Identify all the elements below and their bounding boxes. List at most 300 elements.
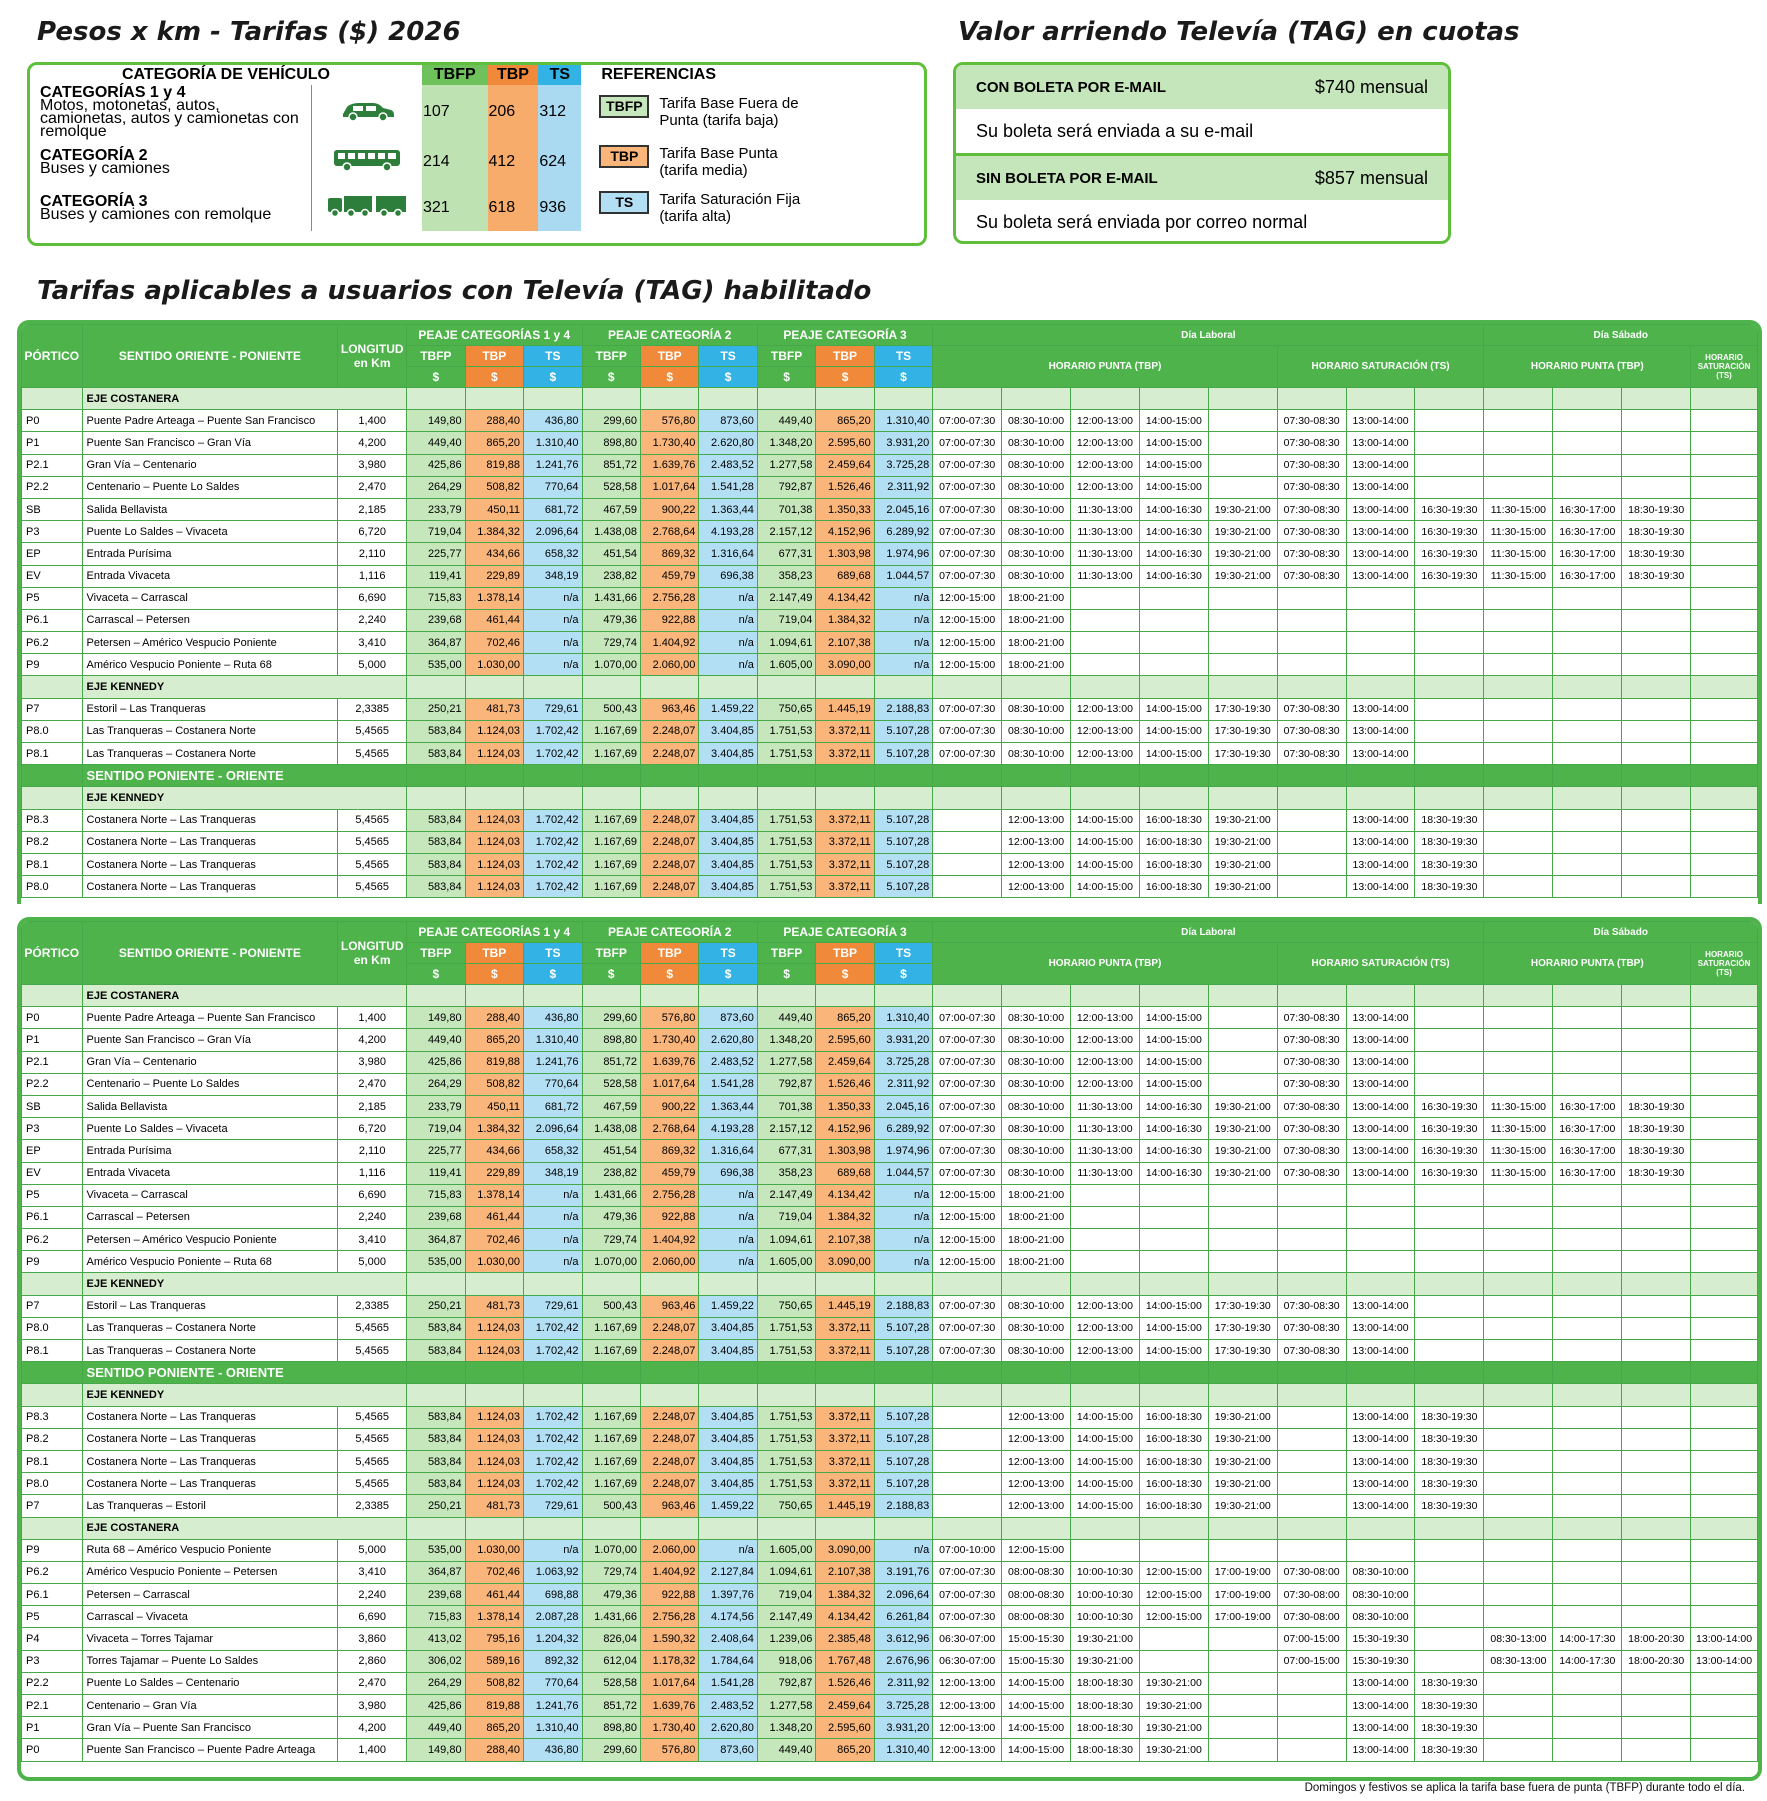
schedule-cell: 14:00-15:00 (1139, 698, 1208, 720)
schedule-cell: 13:00-14:00 (1346, 809, 1415, 831)
schedule-cell (1139, 632, 1208, 654)
schedule-cell: 19:30-21:00 (1208, 876, 1277, 898)
tariff-value: 3.404,85 (699, 720, 757, 742)
schedule-cell: 19:30-21:00 (1208, 831, 1277, 853)
vehicle-header-tbfp: TBFP (422, 65, 488, 85)
schedule-cell: 08:30-10:00 (1002, 1118, 1071, 1140)
route-length: 3,980 (338, 1051, 407, 1073)
schedule-cell (1484, 1695, 1553, 1717)
portico-code: SB (22, 1095, 83, 1117)
schedule-cell: 13:00-14:00 (1346, 476, 1415, 498)
tariff-value: 149,80 (407, 1007, 465, 1029)
schedule-cell (1691, 1428, 1758, 1450)
schedule-cell (1622, 432, 1691, 454)
section-filler (699, 388, 757, 410)
schedule-cell: 14:00-17:30 (1553, 1650, 1622, 1672)
tariff-value: 2.595,60 (816, 432, 874, 454)
tariff-value: 225,77 (407, 1140, 465, 1162)
schedule-cell: 16:00-18:30 (1139, 1450, 1208, 1472)
tariff-value: 1.124,03 (465, 1428, 523, 1450)
section-filler (1277, 1517, 1346, 1539)
section-filler (816, 985, 874, 1007)
schedule-cell: 18:00-18:30 (1071, 1739, 1140, 1761)
schedule-cell (1415, 720, 1484, 742)
tariff-value: 3.404,85 (699, 1473, 757, 1495)
schedule-cell: 17:30-19:30 (1208, 1295, 1277, 1317)
portico-code: P5 (22, 1184, 83, 1206)
tariff-value: 434,66 (465, 543, 523, 565)
tariff-value: 149,80 (407, 410, 465, 432)
schedule-cell: 16:00-18:30 (1139, 831, 1208, 853)
tariff-value: 3.931,20 (874, 1029, 932, 1051)
tariff-value: 702,46 (465, 1561, 523, 1583)
tariff-value: 500,43 (582, 1295, 640, 1317)
section-filler (1553, 1384, 1622, 1406)
tariff-value: 2.107,38 (816, 1229, 874, 1251)
section-filler (1002, 676, 1071, 698)
portico-code: P0 (22, 1007, 83, 1029)
section-filler (524, 1517, 582, 1539)
schedule-cell: 13:00-14:00 (1346, 1007, 1415, 1029)
schedule-cell: 13:00-14:00 (1346, 1450, 1415, 1472)
section-filler (699, 1517, 757, 1539)
section-filler (407, 1362, 465, 1384)
schedule-cell (1622, 853, 1691, 875)
vehicle-ts-value: 624 (538, 139, 581, 185)
schedule-cell: 07:30-08:30 (1277, 698, 1346, 720)
schedule-cell: 12:00-15:00 (1002, 1539, 1071, 1561)
tariff-value: 1.767,48 (816, 1650, 874, 1672)
schedule-cell (1553, 632, 1622, 654)
schedule-cell (1277, 1495, 1346, 1517)
schedule-cell (1622, 1450, 1691, 1472)
vehicle-header-category: CATEGORÍA DE VEHÍCULO (121, 66, 330, 83)
section-filler (874, 1362, 932, 1384)
table-row (22, 410, 1758, 432)
route-length: 5,4565 (338, 720, 407, 742)
schedule-cell (1622, 698, 1691, 720)
schedule-cell: 11:30-15:00 (1484, 1162, 1553, 1184)
schedule-cell (1277, 831, 1346, 853)
tariff-value: 873,60 (699, 410, 757, 432)
schedule-cell (1622, 1073, 1691, 1095)
portico-code: P0 (22, 410, 83, 432)
tariff-value: 348,19 (524, 565, 582, 587)
schedule-cell: 13:00-14:00 (1346, 1473, 1415, 1495)
tariff-value: 449,40 (407, 432, 465, 454)
section-filler (1415, 1517, 1484, 1539)
section-filler (816, 765, 874, 787)
route-name: Puente Lo Saldes – Vivaceta (82, 1118, 338, 1140)
tariff-value: 3.372,11 (816, 1473, 874, 1495)
table-row (22, 521, 1758, 543)
tariff-value: 900,22 (640, 498, 698, 520)
schedule-cell: 18:30-19:30 (1622, 1162, 1691, 1184)
schedule-cell (1277, 632, 1346, 654)
tariff-value: 239,68 (407, 609, 465, 631)
schedule-cell (1139, 609, 1208, 631)
schedule-cell (1139, 1251, 1208, 1273)
route-name: Vivaceta – Torres Tajamar (82, 1628, 338, 1650)
schedule-cell: 07:30-08:30 (1277, 498, 1346, 520)
route-name: Puente San Francisco – Puente Padre Arteaga (82, 1739, 338, 1761)
schedule-cell (1277, 1695, 1346, 1717)
tariff-value: 1.445,19 (816, 1295, 874, 1317)
schedule-cell: 12:00-13:00 (1002, 1473, 1071, 1495)
schedule-cell (1622, 1584, 1691, 1606)
portico-code: P6.1 (22, 1584, 83, 1606)
route-name: Carrascal – Petersen (82, 609, 338, 631)
route-length: 2,860 (338, 1650, 407, 1672)
tbp-header: TBP (816, 346, 874, 367)
tariff-value: 1.378,14 (465, 1184, 523, 1206)
schedule-cell: 07:30-08:30 (1277, 1340, 1346, 1362)
tariff-value: 922,88 (640, 1584, 698, 1606)
tariff-value: 715,83 (407, 1184, 465, 1206)
horario-saturacion-header: HORARIO SATURACIÓN (TS) (1277, 943, 1484, 985)
schedule-cell: 13:00-14:00 (1346, 1162, 1415, 1184)
schedule-cell (1553, 1539, 1622, 1561)
section-filler (407, 1273, 465, 1295)
tariff-value: 1.605,00 (757, 654, 815, 676)
schedule-cell: 18:30-19:30 (1622, 565, 1691, 587)
section-spacer (22, 1517, 83, 1539)
schedule-cell: 17:30-19:30 (1208, 743, 1277, 765)
schedule-cell: 18:30-19:30 (1415, 1450, 1484, 1472)
tariff-value: n/a (524, 1206, 582, 1228)
schedule-cell: 14:00-15:00 (1139, 1051, 1208, 1073)
schedule-cell: 07:30-08:30 (1277, 1162, 1346, 1184)
section-filler (407, 676, 465, 698)
table-row (22, 498, 1758, 520)
schedule-cell (1691, 1695, 1758, 1717)
section-filler (757, 388, 815, 410)
route-name: Las Tranqueras – Costanera Norte (82, 743, 338, 765)
tariff-value: 2.311,92 (874, 476, 932, 498)
section-filler (582, 1362, 640, 1384)
peaje-cat2-header: PEAJE CATEGORÍA 2 (582, 922, 757, 943)
schedule-cell: 12:00-13:00 (1071, 454, 1140, 476)
tariff-value: 1.702,42 (524, 1473, 582, 1495)
tariff-value: 1.030,00 (465, 654, 523, 676)
schedule-cell: 14:00-16:30 (1139, 521, 1208, 543)
section-filler (524, 1384, 582, 1406)
tbp-header: TBP (465, 346, 523, 367)
schedule-cell: 11:30-15:00 (1484, 565, 1553, 587)
schedule-cell (1484, 1317, 1553, 1339)
section-filler (640, 787, 698, 809)
vehicle-header-tbp: TBP (488, 65, 539, 85)
schedule-cell (933, 1450, 1002, 1472)
section-filler (1553, 1273, 1622, 1295)
schedule-cell (1553, 743, 1622, 765)
schedule-cell (1622, 454, 1691, 476)
route-length: 2,185 (338, 498, 407, 520)
tariff-value: 528,58 (582, 1672, 640, 1694)
tariff-value: 583,84 (407, 1340, 465, 1362)
schedule-cell: 16:30-17:00 (1553, 1095, 1622, 1117)
schedule-cell (1691, 1317, 1758, 1339)
schedule-cell (1208, 1739, 1277, 1761)
email-label: CON BOLETA POR E-MAIL (976, 78, 1166, 96)
section-filler (1622, 676, 1691, 698)
portico-code: P2.1 (22, 454, 83, 476)
route-length: 2,110 (338, 543, 407, 565)
tariff-value: n/a (874, 1251, 932, 1273)
schedule-cell (1691, 1140, 1758, 1162)
tariff-value: 1.404,92 (640, 1229, 698, 1251)
section-filler (1208, 985, 1277, 1007)
tariff-value: 1.541,28 (699, 476, 757, 498)
route-length: 2,185 (338, 1095, 407, 1117)
currency-header: $ (582, 367, 640, 388)
tariff-value: 702,46 (465, 632, 523, 654)
schedule-cell: 18:30-19:30 (1415, 1695, 1484, 1717)
route-name: Costanera Norte – Las Tranqueras (82, 853, 338, 875)
schedule-cell: 06:30-07:00 (933, 1628, 1002, 1650)
table-row (22, 1317, 1758, 1339)
schedule-cell (1691, 565, 1758, 587)
section-filler (933, 1517, 1002, 1539)
tariff-value: 2.248,07 (640, 1317, 698, 1339)
schedule-cell: 07:00-15:00 (1277, 1628, 1346, 1650)
schedule-cell (1622, 1029, 1691, 1051)
schedule-cell: 11:30-15:00 (1484, 1140, 1553, 1162)
section-label: EJE COSTANERA (82, 388, 407, 410)
section-filler (1002, 1362, 1071, 1384)
tariff-value: 1.124,03 (465, 1406, 523, 1428)
schedule-cell (1277, 853, 1346, 875)
section-filler (874, 765, 932, 787)
schedule-cell (1208, 1650, 1277, 1672)
schedule-cell: 07:00-07:30 (933, 1051, 1002, 1073)
tariff-value: n/a (699, 632, 757, 654)
tariff-value: 3.404,85 (699, 853, 757, 875)
section-filler (1691, 676, 1758, 698)
schedule-cell: 12:00-13:00 (1071, 432, 1140, 454)
tariff-value: 865,20 (816, 1739, 874, 1761)
section-filler (465, 388, 523, 410)
longitud-header: LONGITUD en Km (338, 325, 407, 388)
schedule-cell (1622, 1739, 1691, 1761)
schedule-cell: 14:00-15:00 (1071, 876, 1140, 898)
route-length: 1,116 (338, 1162, 407, 1184)
schedule-cell: 12:00-15:00 (933, 632, 1002, 654)
tariff-value: 792,87 (757, 1073, 815, 1095)
schedule-cell (1415, 1584, 1484, 1606)
route-name: Petersen – Américo Vespucio Poniente (82, 632, 338, 654)
portico-code: P8.1 (22, 743, 83, 765)
header-row-groups (22, 325, 1758, 346)
schedule-cell (1691, 587, 1758, 609)
schedule-cell: 08:30-10:00 (1002, 1029, 1071, 1051)
schedule-cell: 19:30-21:00 (1071, 1628, 1140, 1650)
schedule-cell: 13:00-14:00 (1346, 498, 1415, 520)
tariff-value: 922,88 (640, 609, 698, 631)
schedule-cell: 11:30-13:00 (1071, 1162, 1140, 1184)
schedule-cell: 16:30-19:30 (1415, 1118, 1484, 1140)
tariff-value: 1.204,32 (524, 1628, 582, 1650)
tariff-value: 1.277,58 (757, 454, 815, 476)
portico-code: P8.1 (22, 1340, 83, 1362)
schedule-cell (1622, 1406, 1691, 1428)
tariff-value: 1.751,53 (757, 1317, 815, 1339)
schedule-cell: 13:00-14:00 (1346, 1495, 1415, 1517)
section-filler (1208, 676, 1277, 698)
schedule-cell (1553, 1450, 1622, 1472)
schedule-cell: 13:00-14:00 (1346, 1672, 1415, 1694)
email-note: Su boleta será enviada a su e-mail (956, 109, 1448, 156)
schedule-cell: 16:00-18:30 (1139, 876, 1208, 898)
section-filler (640, 676, 698, 698)
section-filler (1415, 388, 1484, 410)
tariff-value: 3.372,11 (816, 1340, 874, 1362)
tariff-value: n/a (874, 654, 932, 676)
route-name: Las Tranqueras – Costanera Norte (82, 1340, 338, 1362)
tariff-value: 1.044,57 (874, 565, 932, 587)
reference-text: Tarifa Base Fuera de Punta (tarifa baja) (659, 95, 799, 129)
schedule-cell: 14:00-16:30 (1139, 543, 1208, 565)
section-row (22, 1517, 1758, 1539)
tariff-table-2 (17, 917, 1762, 1781)
section-filler (465, 1273, 523, 1295)
tariff-value: n/a (524, 632, 582, 654)
schedule-cell (1277, 609, 1346, 631)
section-spacer (22, 1273, 83, 1295)
schedule-cell: 14:00-16:30 (1139, 565, 1208, 587)
schedule-cell (1484, 1406, 1553, 1428)
schedule-cell: 13:00-14:00 (1691, 1628, 1758, 1650)
schedule-cell: 07:30-08:30 (1277, 454, 1346, 476)
schedule-cell: 11:30-13:00 (1071, 565, 1140, 587)
route-length: 2,470 (338, 1672, 407, 1694)
schedule-cell (1622, 1206, 1691, 1228)
schedule-cell (1691, 698, 1758, 720)
schedule-cell (1208, 476, 1277, 498)
horario-punta-header: HORARIO PUNTA (TBP) (933, 346, 1277, 388)
schedule-cell: 18:00-20:30 (1622, 1650, 1691, 1672)
route-name: Puente San Francisco – Gran Vía (82, 1029, 338, 1051)
schedule-cell: 19:30-21:00 (1208, 498, 1277, 520)
tariff-value: 1.702,42 (524, 1406, 582, 1428)
portico-code: EP (22, 1140, 83, 1162)
tariff-value: 681,72 (524, 1095, 582, 1117)
schedule-cell (1415, 1073, 1484, 1095)
schedule-cell: 13:00-14:00 (1346, 1118, 1415, 1140)
section-filler (1208, 765, 1277, 787)
section-spacer (22, 1384, 83, 1406)
schedule-cell (1415, 743, 1484, 765)
schedule-cell: 13:00-14:00 (1346, 1029, 1415, 1051)
tariff-value: n/a (699, 609, 757, 631)
tariff-value: 229,89 (465, 1162, 523, 1184)
route-name: Gran Vía – Centenario (82, 1051, 338, 1073)
portico-code: P3 (22, 1650, 83, 1672)
schedule-cell: 13:00-14:00 (1346, 1073, 1415, 1095)
tariff-value: 1.277,58 (757, 1051, 815, 1073)
tariff-value: 6.261,84 (874, 1606, 932, 1628)
section-filler (1002, 1273, 1071, 1295)
schedule-cell: 16:00-18:30 (1139, 1428, 1208, 1450)
schedule-cell: 13:00-14:00 (1346, 543, 1415, 565)
schedule-cell: 14:00-15:00 (1139, 1073, 1208, 1095)
tariff-value: 1.124,03 (465, 809, 523, 831)
schedule-cell: 12:00-13:00 (1071, 1029, 1140, 1051)
schedule-cell (1484, 1584, 1553, 1606)
currency-header: $ (582, 964, 640, 985)
tariff-value: 1.404,92 (640, 1561, 698, 1583)
longitud-header: LONGITUD en Km (338, 922, 407, 985)
schedule-cell (1415, 1628, 1484, 1650)
tariff-value: 3.725,28 (874, 454, 932, 476)
section-filler (465, 787, 523, 809)
schedule-cell: 17:30-19:30 (1208, 698, 1277, 720)
schedule-cell: 14:00-15:00 (1139, 720, 1208, 742)
tariff-value: 1.751,53 (757, 1406, 815, 1428)
schedule-cell (1691, 743, 1758, 765)
schedule-cell: 12:00-15:00 (1139, 1606, 1208, 1628)
schedule-cell: 16:30-17:00 (1553, 498, 1622, 520)
tariff-value: 1.167,69 (582, 1406, 640, 1428)
section-filler (1071, 388, 1140, 410)
tbfp-header: TBFP (407, 346, 465, 367)
tariff-value: 264,29 (407, 1672, 465, 1694)
schedule-cell: 07:00-07:30 (933, 1561, 1002, 1583)
section-filler (699, 1273, 757, 1295)
section-filler (524, 1362, 582, 1384)
section-filler (874, 985, 932, 1007)
schedule-cell: 11:30-15:00 (1484, 498, 1553, 520)
tariff-value: 1.590,32 (640, 1628, 698, 1650)
schedule-cell (1691, 432, 1758, 454)
schedule-cell: 18:00-18:30 (1071, 1717, 1140, 1739)
vehicle-category-cell (30, 85, 312, 139)
section-spacer (22, 765, 83, 787)
tariff-value: 3.372,11 (816, 1450, 874, 1472)
schedule-cell: 15:30-19:30 (1346, 1650, 1415, 1672)
route-name: Gran Vía – Puente San Francisco (82, 1717, 338, 1739)
tariff-value: 1.178,32 (640, 1650, 698, 1672)
schedule-cell: 14:00-15:00 (1071, 853, 1140, 875)
schedule-cell: 08:30-10:00 (1002, 698, 1071, 720)
tariff-value: 1.438,08 (582, 1118, 640, 1140)
section-filler (1277, 1384, 1346, 1406)
route-name: Américo Vespucio Poniente – Ruta 68 (82, 1251, 338, 1273)
section-filler (699, 1384, 757, 1406)
tariff-value: 1.303,98 (816, 1140, 874, 1162)
tariff-value: 2.248,07 (640, 853, 698, 875)
tariff-value: 1.241,76 (524, 1695, 582, 1717)
tariff-value: 1.167,69 (582, 831, 640, 853)
route-name: Puente San Francisco – Gran Vía (82, 432, 338, 454)
tariff-value: 461,44 (465, 609, 523, 631)
tariff-value: 479,36 (582, 1584, 640, 1606)
tariff-value: 3.931,20 (874, 432, 932, 454)
section-filler (582, 1517, 640, 1539)
tariff-value: 2.248,07 (640, 809, 698, 831)
tariff-value: 719,04 (757, 1206, 815, 1228)
portico-code: P1 (22, 1029, 83, 1051)
schedule-cell (1484, 720, 1553, 742)
schedule-cell: 14:00-15:00 (1139, 1317, 1208, 1339)
schedule-cell (1484, 1184, 1553, 1206)
schedule-cell: 14:00-15:00 (1139, 432, 1208, 454)
tariff-value: 6.289,92 (874, 1118, 932, 1140)
schedule-cell (1691, 831, 1758, 853)
tariff-value: 681,72 (524, 498, 582, 520)
schedule-cell: 08:30-10:00 (1002, 432, 1071, 454)
route-length: 2,470 (338, 476, 407, 498)
